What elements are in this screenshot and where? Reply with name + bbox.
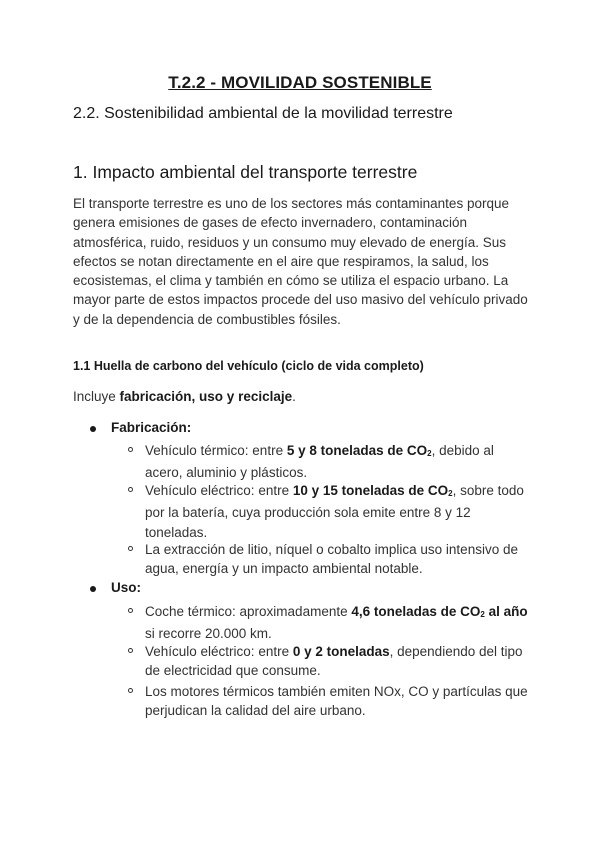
- list-label-fabricacion: [111, 420, 191, 435]
- list-label-uso: [111, 580, 141, 595]
- document-title: T.2.2 - MOVILIDAD SOSTENIBLE: [168, 73, 432, 92]
- item-text-post: si recorre 20.000 km.: [145, 626, 272, 642]
- hollow-bullet-icon: [128, 608, 133, 613]
- sub-subsection-heading: 1.1 Huella de carbono del vehículo (ciclo de vida completo): [73, 359, 424, 373]
- item-bold: [287, 443, 432, 458]
- intro-line: [73, 389, 296, 404]
- list-item: [145, 441, 530, 483]
- intro-prefix: Incluye: [73, 389, 120, 404]
- item-bold: 0 y 2 toneladas: [292, 644, 390, 659]
- list-item: [145, 642, 530, 681]
- item-text: Coche térmico: aproximadamente: [145, 604, 352, 619]
- intro-bold: fabricación, uso y reciclaje: [119, 389, 293, 404]
- item-text-post: , dependiendo del tipo de electricidad que consume.: [145, 644, 523, 679]
- item-text-post: , debido al acero, aluminio y plásticos.: [145, 443, 494, 481]
- list-item: [145, 682, 530, 721]
- list-item: [145, 481, 530, 542]
- section-heading: 2.2. Sostenibilidad ambiental de la movilidad terrestre: [73, 105, 453, 122]
- subsection-heading: 1. Impacto ambiental del transporte terrestre: [73, 162, 418, 182]
- hollow-bullet-icon: [128, 487, 133, 492]
- hollow-bullet-icon: [128, 546, 133, 551]
- list-label-text: Uso:: [111, 580, 141, 595]
- item-bold-text: 5 y 8 toneladas de CO: [286, 443, 428, 458]
- item-bold: [293, 483, 453, 498]
- item-bold-text: 10 y 15 toneladas de CO: [292, 483, 449, 498]
- item-bold: [351, 604, 527, 619]
- bullet-icon: [90, 426, 96, 432]
- hollow-bullet-icon: [128, 648, 133, 653]
- hollow-bullet-icon: [128, 688, 133, 693]
- item-bold-text-2: al año: [484, 604, 528, 619]
- item-text-post: , sobre todo por la batería, cuya producción sola emite entre 8 y 12 toneladas.: [145, 483, 524, 540]
- subscript: 2: [448, 489, 453, 498]
- item-text: Los motores térmicos también emiten NOx, CO y partículas que perjudican la calidad del aire urbano.: [145, 684, 528, 719]
- intro-suffix: .: [292, 389, 296, 404]
- item-text: Vehículo eléctrico: entre: [145, 644, 293, 659]
- list-label-text: Fabricación:: [111, 420, 192, 435]
- item-bold-text: 4,6 toneladas de CO: [351, 604, 481, 619]
- subscript: 2: [480, 610, 485, 619]
- body-paragraph: El transporte terrestre es uno de los sectores más contaminantes porque genera emisiones de gases de efecto invernadero, contaminación atmosférica, ruido, residuos y un consumo muy elevado de energía. Sus efectos se notan directamente en el aire que respiramos, la salud, los ecosistemas, el clima y también en cómo se utiliza el espacio urbano. La mayor parte de estos impactos procede del uso masivo del vehículo privado y de la dependencia de combustibles fósiles.: [73, 196, 528, 327]
- subscript: 2: [427, 449, 432, 458]
- list-item: [145, 540, 530, 579]
- item-text: Vehículo eléctrico: entre: [145, 483, 293, 498]
- item-text: Vehículo térmico: entre: [145, 443, 287, 458]
- bullet-icon: [90, 586, 96, 592]
- hollow-bullet-icon: [128, 447, 133, 452]
- item-text: La extracción de litio, níquel o cobalto implica uso intensivo de agua, energía y un impacto ambiental notable.: [145, 542, 518, 577]
- list-item: [145, 602, 530, 644]
